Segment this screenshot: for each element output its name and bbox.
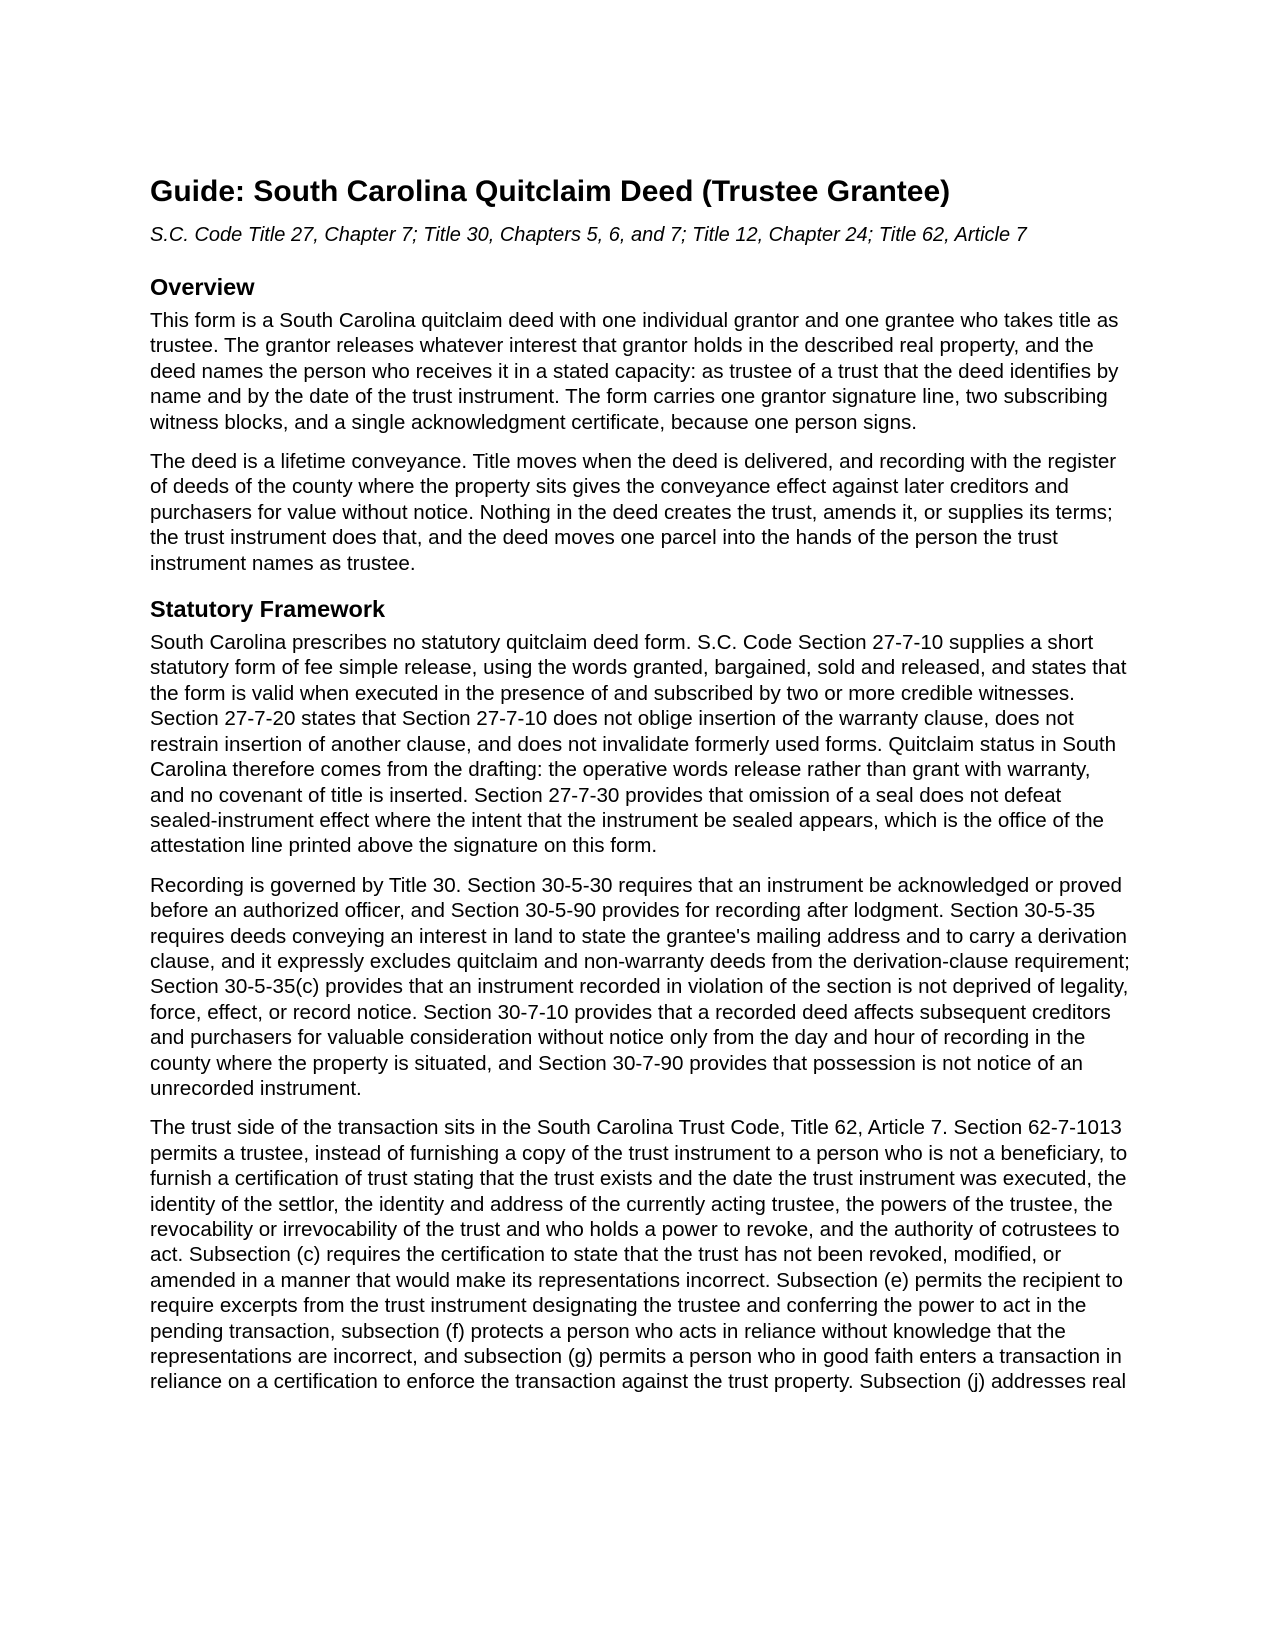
- paragraph: South Carolina prescribes no statutory quitclaim deed form. S.C. Code Section 27-7-10 supplies a short statutory form of fee simple release, using the words granted, bargained, sold and released, and states that the form is valid when executed in the presence of and subscribed by two or more credible witnesses. Section 27-7-20 states that Section 27-7-10 does not oblige insertion of the warranty clause, does not restrain insertion of another clause, and does not invalidate formerly used forms. Quitclaim status in South Carolina therefore comes from the drafting: the operative words release rather than grant with warranty, and no covenant of title is inserted. Section 27-7-30 provides that omission of a seal does not defeat sealed-instrument effect where the intent that the instrument be sealed appears, which is the office of the attestation line printed above the signature on this form.: [150, 631, 1127, 858]
- section-heading-overview: Overview: [150, 274, 255, 300]
- document-subtitle: S.C. Code Title 27, Chapter 7; Title 30, Chapters 5, 6, and 7; Title 12, Chapter 24; Title 62, Article 7: [150, 224, 1027, 246]
- section-heading-statutory-framework: Statutory Framework: [150, 596, 386, 623]
- paragraph: This form is a South Carolina quitclaim deed with one individual grantor and one grantee who takes title as trustee. The grantor releases whatever interest that grantor holds in the described real property, and the deed names the person who receives it in a stated capacity: as trustee of a trust that the deed identifies by name and by the date of the trust instrument. The form carries one grantor signature line, two subscribing witness blocks, and a single acknowledgment certificate, because one person signs.: [150, 309, 1119, 434]
- document-page: [150, 172, 1130, 1395]
- paragraph: Recording is governed by Title 30. Section 30-5-30 requires that an instrument be acknowledged or proved before an authorized officer, and Section 30-5-90 provides for recording after lodgment. Section 30-5-35 requires deeds conveying an interest in land to state the grantee's mailing address and to carry a derivation clause, and it expressly excludes quitclaim and non-warranty deeds from the derivation-clause requirement; Section 30-5-35(c) provides that an instrument recorded in violation of the section is not deprived of legality, force, effect, or record notice. Section 30-7-10 provides that a recorded deed affects subsequent creditors and purchasers for valuable consideration without notice only from the day and hour of recording in the county where the property is situated, and Section 30-7-90 provides that possession is not notice of an unrecorded instrument.: [150, 873, 1130, 1100]
- paragraph: The deed is a lifetime conveyance. Title moves when the deed is delivered, and recording with the register of deeds of the county where the property sits gives the conveyance effect against later creditors and purchasers for value without notice. Nothing in the deed creates the trust, amends it, or supplies its terms; the trust instrument does that, and the deed moves one parcel into the hands of the person the trust instrument names as trustee.: [150, 450, 1117, 575]
- document-title: Guide: South Carolina Quitclaim Deed (Trustee Grantee): [150, 175, 951, 208]
- paragraph: The trust side of the transaction sits in the South Carolina Trust Code, Title 62, Article 7. Section 62-7-1013 permits a trustee, instead of furnishing a copy of the trust instrument to a person who is not a beneficiary, to furnish a certification of trust stating that the trust exists and the date the trust instrument was executed, the identity of the settlor, the identity and address of the currently acting trustee, the powers of the trustee, the revocability or irrevocability of the trust and who holds a power to revoke, and the authority of cotrustees to act. Subsection (c) requires the certification to state that the trust has not been revoked, modified, or amended in a manner that would make its representations incorrect. Subsection (e) permits the recipient to require excerpts from the trust instrument designating the trustee and conferring the power to act in the pending transaction, subsection (f) protects a person who acts in reliance without knowledge that the representations are incorrect, and subsection (g) permits a person who in good faith enters a transaction in reliance on a certification to enforce the transaction against the trust property. Subsection (j) addresses real: [150, 1116, 1128, 1394]
